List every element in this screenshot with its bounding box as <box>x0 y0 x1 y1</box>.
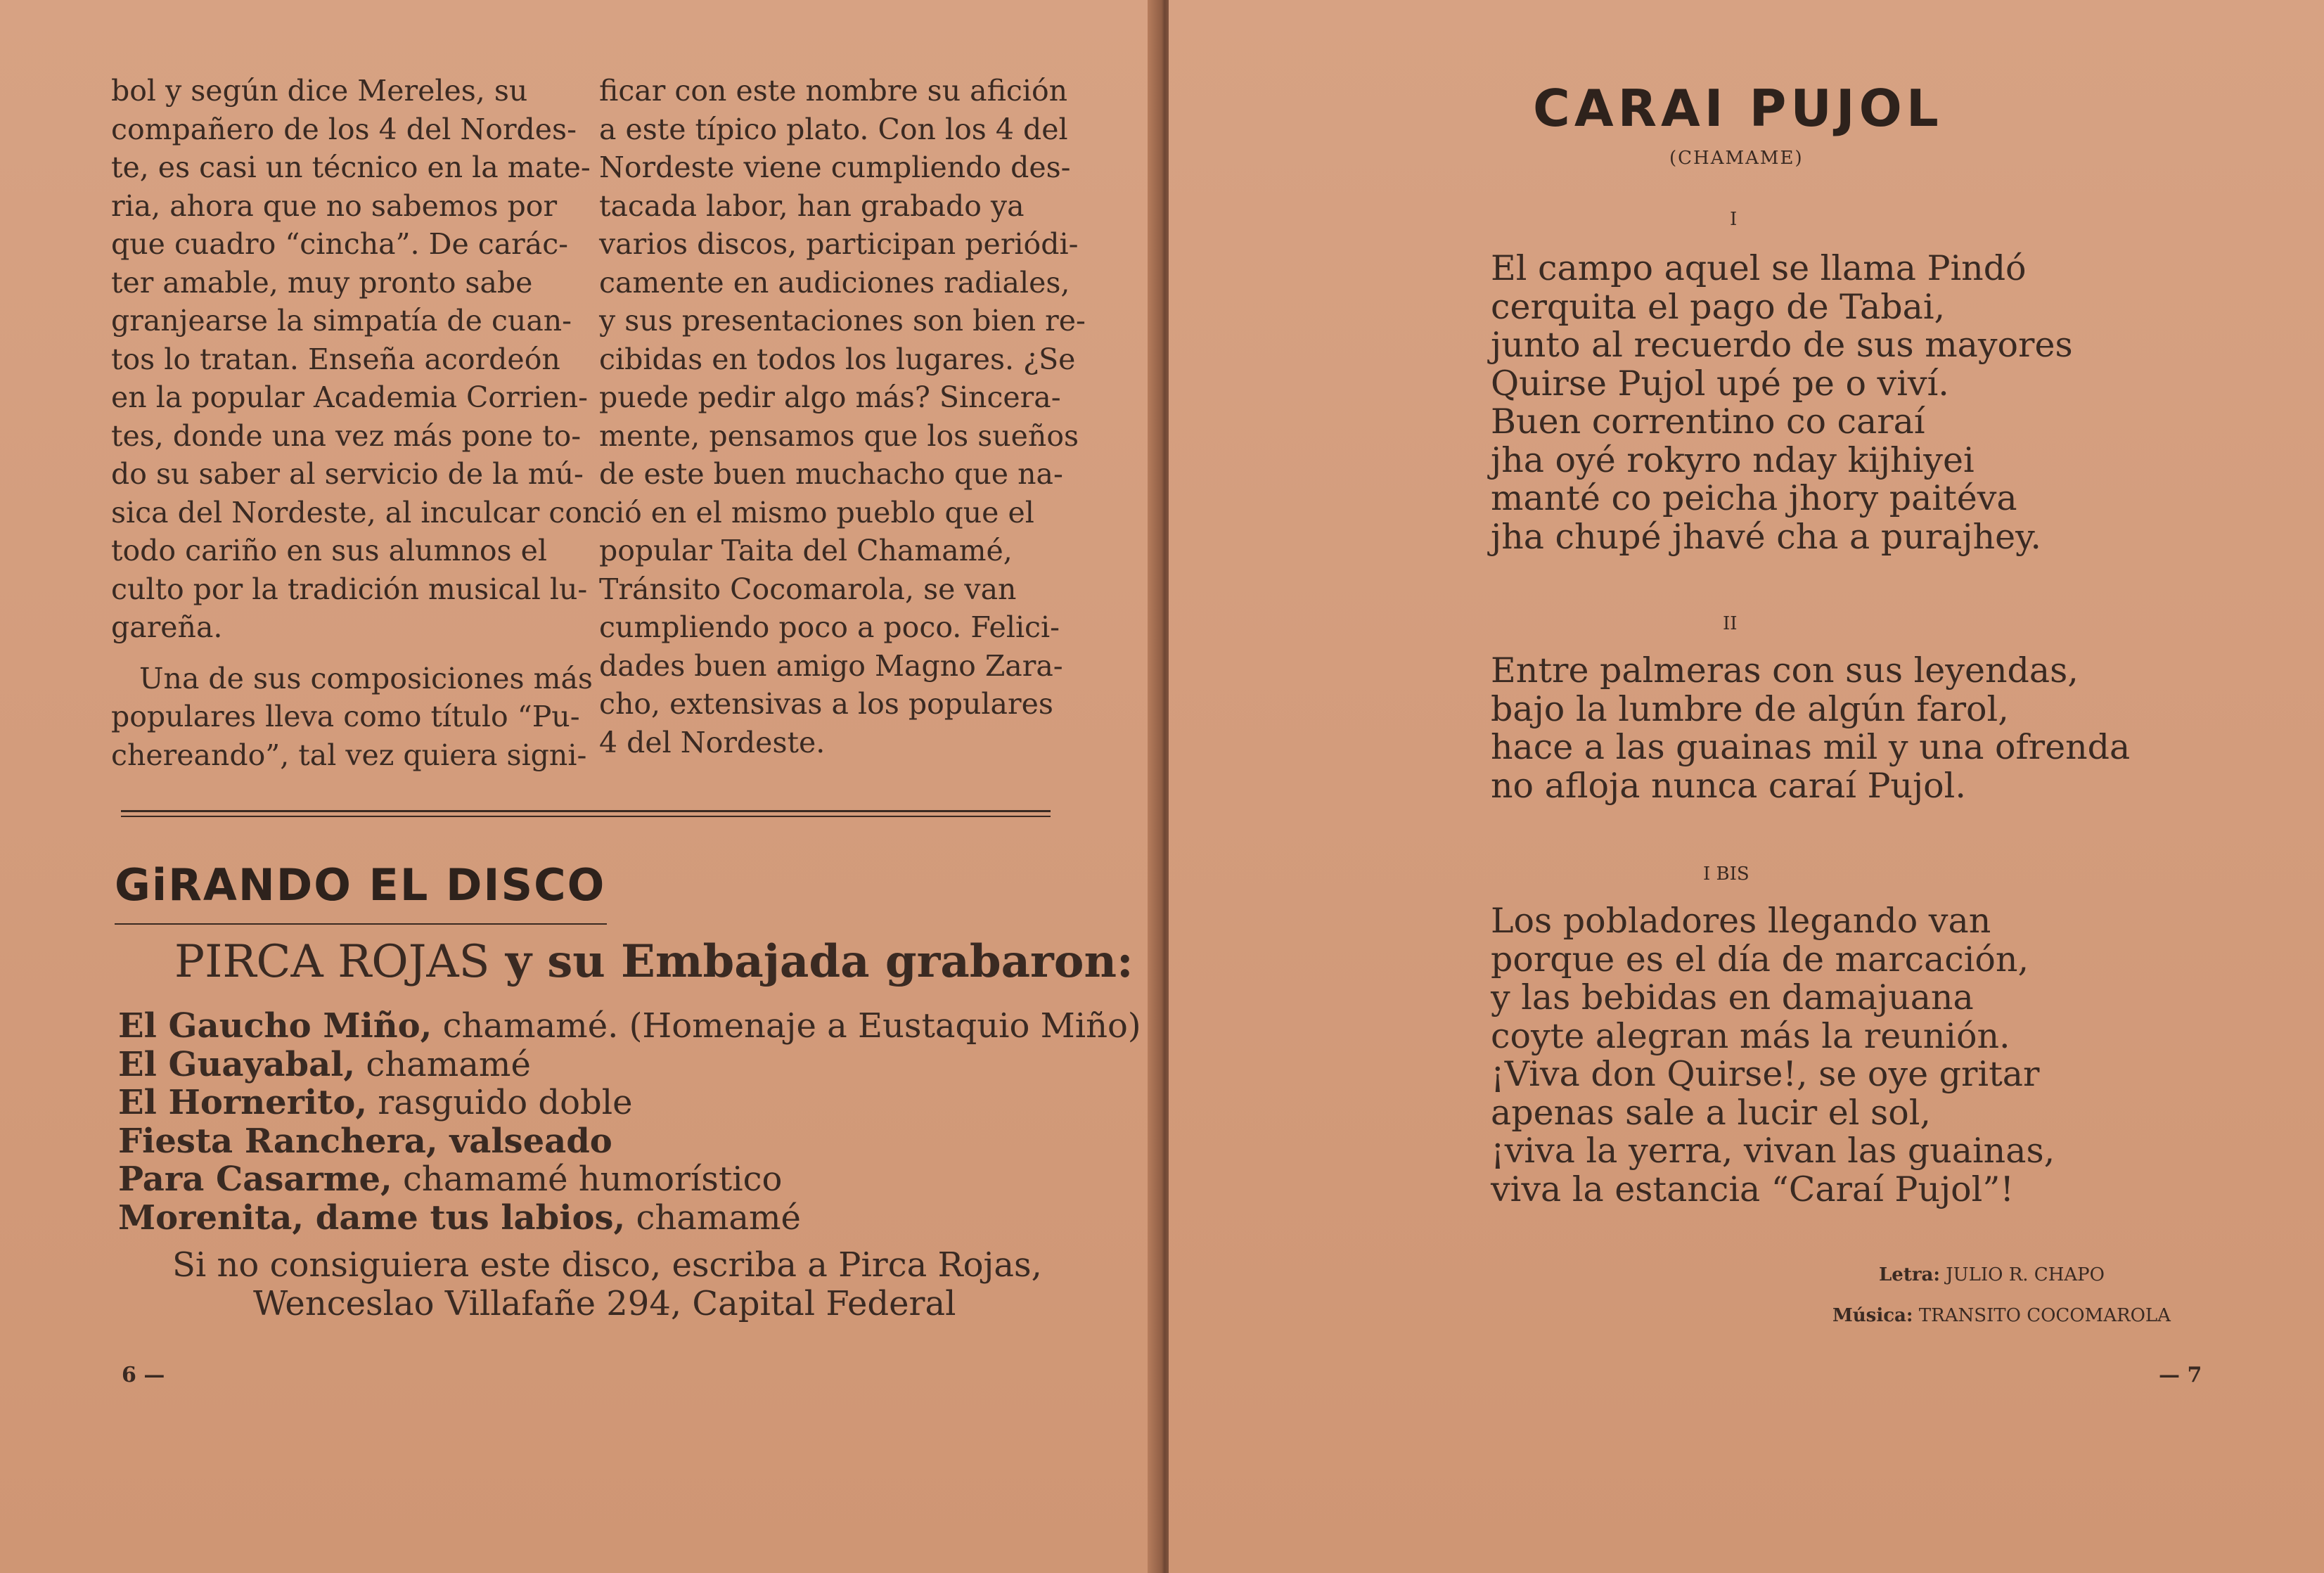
track-item <box>118 1160 1141 1199</box>
text-line: populares lleva como título “Pu- <box>111 700 580 733</box>
text-line: cho, extensivas a los populares <box>599 687 1053 721</box>
verse-line: apenas sale a lucir el sol, <box>1491 1092 1931 1133</box>
verse-line: Buen correntino co caraí <box>1491 402 1925 442</box>
subheading-rest: y su Embajada grabaron: <box>489 935 1134 988</box>
track-desc: chamamé <box>625 1198 801 1238</box>
text-line: gareña. <box>111 610 223 644</box>
section-divider <box>121 816 1051 817</box>
text-line: y sus presentaciones son bien re- <box>599 304 1086 338</box>
verse-line: viva la estancia “Caraí Pujol”! <box>1491 1169 2015 1209</box>
track-name: El Gaucho Miño, <box>118 1006 432 1046</box>
track-desc: rasguido doble <box>367 1083 633 1122</box>
text-line: varios discos, participan periódi- <box>599 227 1079 261</box>
section-heading: GiRANDO EL DISCO <box>115 859 606 911</box>
text-line: todo cariño en sus alumnos el <box>111 534 547 567</box>
text-line: que cuadro “cincha”. De carác- <box>111 227 569 261</box>
lyrics-credit <box>1879 1264 2105 1285</box>
text-line: dades buen amigo Magno Zara- <box>599 648 1063 683</box>
verse <box>1491 250 2073 556</box>
text-line: ter amable, muy pronto sabe <box>111 265 533 300</box>
verse-line: manté co peicha jhory paitéva <box>1491 478 2017 518</box>
credit-name: JULIO R. CHAPO <box>1939 1264 2105 1285</box>
text-line: Nordeste viene cumpliendo des- <box>599 150 1071 184</box>
track-item <box>118 1007 1141 1046</box>
text-line: a este típico plato. Con los 4 del <box>599 112 1068 146</box>
text-line: sica del Nordeste, al inculcar con <box>111 495 601 529</box>
order-address: Wenceslao Villafañe 294, Capital Federal <box>253 1283 956 1323</box>
track-name: Fiesta Ranchera, valseado <box>118 1121 612 1161</box>
text-line: granjearse la simpatía de cuan- <box>111 304 572 338</box>
article-column-1 <box>111 72 601 774</box>
text-line: popular Taita del Chamamé, <box>599 534 1013 567</box>
disc-subheading <box>174 935 1134 988</box>
page-number: — 7 <box>2159 1363 2202 1387</box>
track-name: El Hornerito, <box>118 1083 368 1122</box>
track-item <box>118 1046 1141 1084</box>
article-column-2 <box>599 72 1086 762</box>
verse-number: II <box>1723 613 1738 634</box>
track-desc: chamamé. (Homenaje a Eustaquio Miño) <box>432 1006 1141 1046</box>
order-note <box>172 1246 1042 1323</box>
text-line: compañero de los 4 del Nordes- <box>111 112 577 146</box>
track-list <box>118 1007 1141 1237</box>
verse-line: junto al recuerdo de sus mayores <box>1491 325 2073 365</box>
song-title: CARAI PUJOL <box>1533 79 1943 138</box>
text-line: culto por la tradición musical lu- <box>111 572 588 606</box>
track-desc: chamamé <box>355 1044 531 1084</box>
song-subtitle: (CHAMAME) <box>1669 148 1804 169</box>
verse-line: ¡Viva don Quirse!, se oye gritar <box>1491 1054 2040 1094</box>
artist-name: PIRCA ROJAS <box>174 936 490 988</box>
track-item <box>118 1084 1141 1122</box>
verse-line: jha chupé jhavé cha a purajhey. <box>1491 516 2041 557</box>
verse <box>1491 652 2130 805</box>
text-line: ria, ahora que no sabemos por <box>111 188 558 223</box>
music-credit <box>1832 1305 2171 1326</box>
credit-label: Letra: <box>1879 1264 1940 1285</box>
text-line: ció en el mismo pueblo que el <box>599 495 1034 529</box>
verse-line: Entre palmeras con sus leyendas, <box>1491 650 2079 691</box>
text-line: tos lo tratan. Enseña acordeón <box>111 342 560 376</box>
text-line: en la popular Academia Corrien- <box>111 380 588 414</box>
text-line: tacada labor, han grabado ya <box>599 188 1025 223</box>
page-number: 6 — <box>122 1363 165 1387</box>
track-name: Morenita, dame tus labios, <box>118 1198 626 1238</box>
text-line: te, es casi un técnico en la mate- <box>111 150 591 184</box>
verse-line: jha oyé rokyro nday kijhiyei <box>1491 439 1975 480</box>
verse-line: y las bebidas en damajuana <box>1491 977 1974 1017</box>
text-line: 4 del Nordeste. <box>599 725 826 759</box>
verse-line: no afloja nunca caraí Pujol. <box>1491 765 1966 806</box>
verse-number: I <box>1730 209 1738 230</box>
track-name: Para Casarme, <box>118 1160 392 1199</box>
text-line: de este buen muchacho que na- <box>599 457 1063 491</box>
text-line: bol y según dice Mereles, su <box>111 74 528 108</box>
text-line: cibidas en todos los lugares. ¿Se <box>599 342 1076 376</box>
verse-number: I BIS <box>1703 863 1750 885</box>
credit-name: TRANSITO COCOMAROLA <box>1913 1305 2171 1326</box>
track-item <box>118 1199 1141 1238</box>
left-page <box>0 0 1159 1573</box>
text-line: chereando”, tal vez quiera signi- <box>111 738 587 772</box>
section-divider <box>121 810 1051 812</box>
verse-line: porque es el día de marcación, <box>1491 939 2029 980</box>
verse-line: Quirse Pujol upé pe o viví. <box>1491 363 1949 404</box>
heading-underline <box>115 923 607 925</box>
verse <box>1491 902 2055 1209</box>
text-line: Tránsito Cocomarola, se van <box>599 572 1017 606</box>
track-item <box>118 1122 1141 1161</box>
text-line: Una de sus composiciones más <box>139 661 593 695</box>
text-line: camente en audiciones radiales, <box>599 265 1070 300</box>
credit-label: Música: <box>1832 1305 1913 1326</box>
verse-line: cerquita el pago de Tabai, <box>1491 286 1946 327</box>
verse-line: coyte alegran más la reunión. <box>1491 1015 2010 1056</box>
text-line: tes, donde una vez más pone to- <box>111 418 582 453</box>
track-desc: chamamé humorístico <box>392 1160 783 1199</box>
text-line: ficar con este nombre su afición <box>599 74 1068 108</box>
order-note-line: Si no consiguiera este disco, escriba a Pirca Rojas, <box>172 1245 1042 1285</box>
verse-line: bajo la lumbre de algún farol, <box>1491 688 2009 729</box>
verse-line: Los pobladores llegando van <box>1491 901 1991 941</box>
text-line: puede pedir algo más? Sincera- <box>599 380 1061 414</box>
verse-line: El campo aquel se llama Pindó <box>1491 248 2027 288</box>
track-name: El Guayabal, <box>118 1044 356 1084</box>
text-line: cumpliendo poco a poco. Felici- <box>599 610 1060 644</box>
text-line: do su saber al servicio de la mú- <box>111 457 584 491</box>
text-line: mente, pensamos que los sueños <box>599 418 1079 453</box>
verse-line: ¡viva la yerra, vivan las guainas, <box>1491 1131 2055 1171</box>
verse-line: hace a las guainas mil y una ofrenda <box>1491 727 2131 767</box>
